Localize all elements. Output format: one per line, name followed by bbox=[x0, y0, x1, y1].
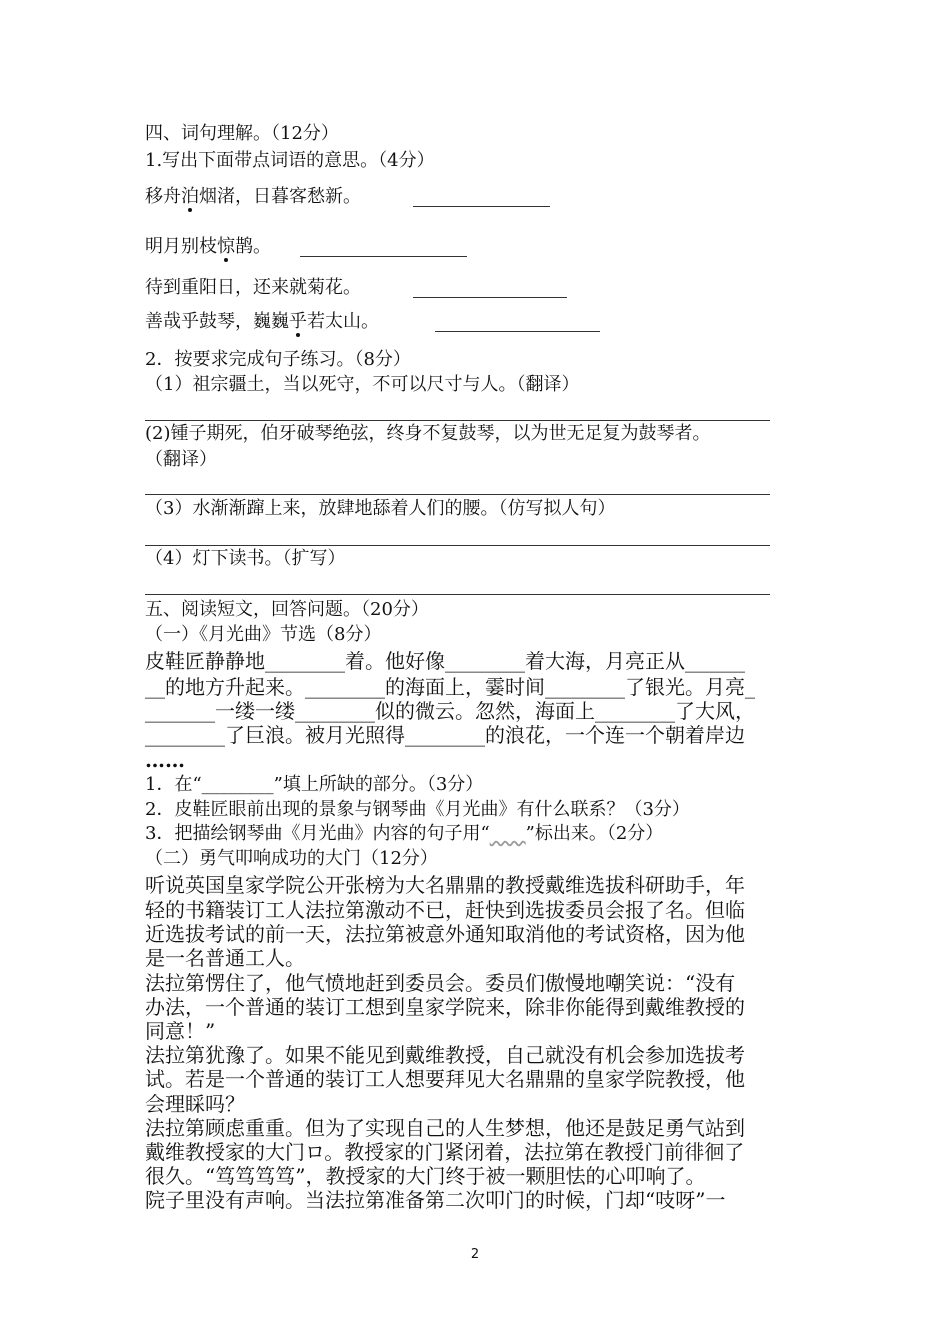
passage2-line: 试。若是一个普通的装订工人想要拜见大名鼎鼎的皇家学院教授，他 bbox=[145, 1067, 745, 1091]
p1-question-2: 2．皮鞋匠眼前出现的景象与钢琴曲《月光曲》有什么联系？（3分） bbox=[145, 799, 690, 820]
passage1-line: __的地方升起来。________的海面上，霎时间________了银光。月亮_ bbox=[145, 675, 755, 699]
answer-line-2[interactable] bbox=[300, 256, 467, 257]
q1-line2: 明月别枝惊鹊。 bbox=[145, 236, 271, 257]
passage2-line: 会理睬吗？ bbox=[145, 1092, 245, 1116]
passage1-line: _______一缕一缕________似的微云。忽然，海面上________了大风， bbox=[145, 699, 755, 723]
dotted-char: 泊 bbox=[181, 186, 199, 207]
answer-line-5[interactable] bbox=[145, 420, 770, 421]
q2-sentence-4: （4）灯下读书。（扩写） bbox=[145, 548, 346, 569]
passage2-line: 院子里没有声响。当法拉第准备第二次叩门的时候，门却“吱呀”一 bbox=[145, 1188, 726, 1212]
p1-question-3: 3．把描绘钢琴曲《月光曲》内容的句子用“ ”标出来。（2分） bbox=[145, 823, 664, 844]
p1-question-1: 1．在“________”填上所缺的部分。（3分） bbox=[145, 774, 484, 795]
section4-title: 四、词句理解。（12分） bbox=[145, 123, 339, 144]
q2-title: 2．按要求完成句子练习。（8分） bbox=[145, 349, 411, 370]
answer-line-8[interactable] bbox=[145, 594, 770, 595]
passage2-line: 近选拔考试的前一天，法拉第被意外通知取消他的考试资格，因为他 bbox=[145, 922, 745, 946]
q1-title: 1.写出下面带点词语的意思。（4分） bbox=[145, 150, 435, 171]
passage2-line: 法拉第顾虑重重。但为了实现自己的人生梦想，他还是鼓足勇气站到 bbox=[145, 1116, 745, 1140]
passage2-line: 很久。“笃笃笃笃”，教授家的大门终于被一颗胆怯的心叩响了。 bbox=[145, 1164, 706, 1188]
passage1-title: （一）《月光曲》节选（8分） bbox=[145, 624, 382, 645]
passage2-line: 是一名普通工人。 bbox=[145, 946, 305, 970]
passage2-line: 同意！” bbox=[145, 1019, 216, 1043]
passage2-line: 听说英国皇家学院公开张榜为大名鼎鼎的教授戴维选拔科研助手，年 bbox=[145, 873, 745, 897]
passage1-line: …… bbox=[145, 748, 185, 772]
answer-line-6[interactable] bbox=[145, 494, 770, 495]
q2-sentence-1: （1）祖宗疆土，当以死守，不可以尺寸与人。（翻译） bbox=[145, 374, 580, 395]
passage2-line: 办法，一个普通的装订工想到皇家学院来，除非你能得到戴维教授的 bbox=[145, 995, 745, 1019]
passage1-line: ________了巨浪。被月光照得________的浪花，一个连一个朝着岸边 bbox=[145, 723, 745, 747]
passage2-line: 法拉第犹豫了。如果不能见到戴维教授，自己就没有机会参加选拔考 bbox=[145, 1043, 745, 1067]
dotted-char: 惊 bbox=[217, 236, 235, 257]
q2-sentence-2a: (2)锺子期死，伯牙破琴绝弦，终身不复鼓琴，以为世无足复为鼓琴者。 bbox=[145, 423, 711, 444]
q1-line3: 待到重阳日，还来就菊花。 bbox=[145, 277, 361, 298]
answer-line-1[interactable] bbox=[413, 206, 550, 207]
answer-line-4[interactable] bbox=[435, 331, 600, 332]
q1-line1: 移舟泊烟渚，日暮客愁新。 bbox=[145, 186, 361, 207]
section5-title: 五、阅读短文，回答问题。（20分） bbox=[145, 599, 429, 620]
answer-line-7[interactable] bbox=[145, 545, 770, 546]
passage2-title: （二）勇气叩响成功的大门（12分） bbox=[145, 848, 438, 869]
dotted-char: 乎 bbox=[289, 311, 307, 332]
passage2-line: 轻的书籍装订工人法拉第激动不已，赶快到选拔委员会报了名。但临 bbox=[145, 898, 745, 922]
q1-line4: 善哉乎鼓琴，巍巍乎若太山。 bbox=[145, 311, 379, 332]
page-number: 2 bbox=[470, 1247, 480, 1262]
passage2-line: 法拉第愣住了，他气愤地赶到委员会。委员们傲慢地嘲笑说：“没有 bbox=[145, 971, 736, 995]
q2-sentence-2b: （翻译） bbox=[145, 449, 217, 470]
passage2-line: 戴维教授家的大门ロ。教授家的门紧闭着，法拉第在教授门前徘徊了 bbox=[145, 1140, 745, 1164]
passage1-line: 皮鞋匠静静地________着。他好像________着大海，月亮正从______ bbox=[145, 649, 745, 673]
answer-line-3[interactable] bbox=[413, 297, 567, 298]
q2-sentence-3: （3）水渐渐蹿上来，放肆地舔着人们的腰。（仿写拟人句） bbox=[145, 498, 616, 519]
wavy-underline-mark bbox=[490, 823, 526, 844]
